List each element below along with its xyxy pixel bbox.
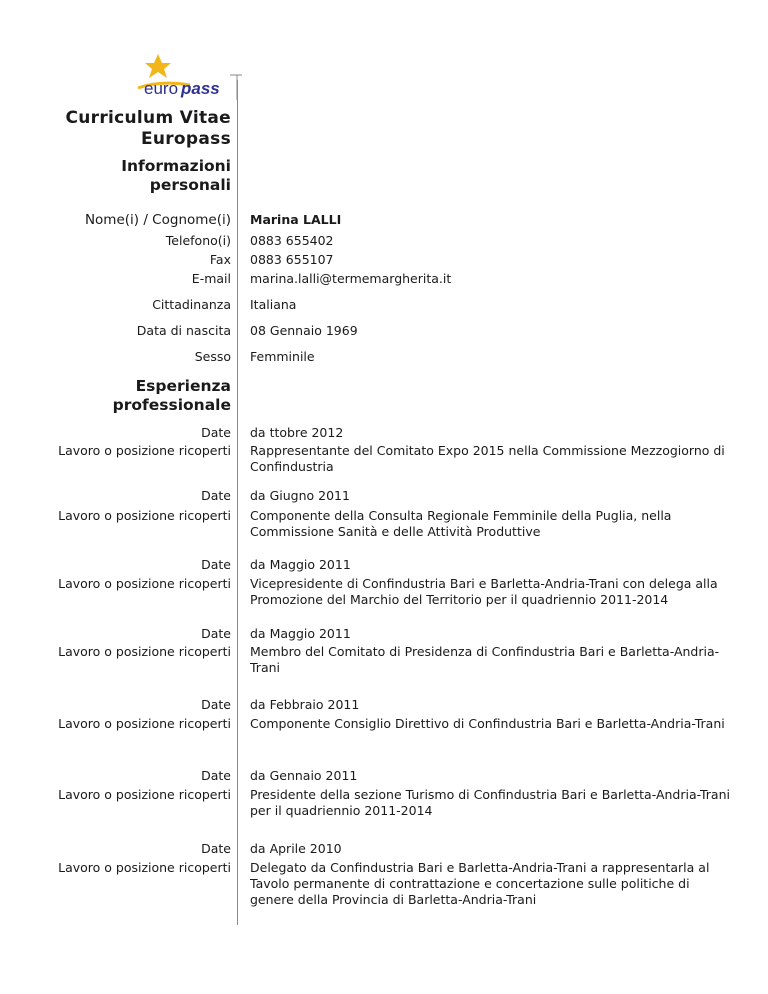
cv-title-line1: Curriculum Vitae — [65, 108, 231, 128]
citizenship-value: Italiana — [250, 297, 297, 312]
experience-position-label: Lavoro o posizione ricoperti — [58, 716, 231, 731]
experience-position-label: Lavoro o posizione ricoperti — [58, 860, 231, 875]
email-label: E-mail — [191, 271, 231, 286]
column-divider — [237, 80, 238, 925]
name-label: Nome(i) / Cognome(i) — [84, 212, 231, 228]
personal-heading-line1: Informazioni — [121, 157, 231, 175]
phone-label: Telefono(i) — [165, 233, 231, 248]
logo-text-pass: pass — [181, 79, 220, 98]
sex-value: Femminile — [250, 349, 315, 364]
fax-value: 0883 655107 — [250, 252, 334, 267]
logo-text-euro: euro — [144, 79, 179, 98]
experience-date-label: Date — [201, 697, 231, 712]
star-figure-icon — [145, 54, 171, 78]
experience-date: da Maggio 2011 — [250, 557, 351, 572]
experience-date-label: Date — [201, 768, 231, 783]
citizenship-label: Cittadinanza — [152, 297, 231, 312]
experience-position: Componente della Consulta Regionale Femminile della Puglia, nella Commissione Sanità e delle Attività Produttive — [250, 508, 672, 539]
email-value: marina.lalli@termemargherita.it — [250, 271, 452, 286]
experience-heading-line1: Esperienza — [135, 377, 231, 395]
personal-heading-line2: personali — [149, 176, 231, 194]
experience-position-label: Lavoro o posizione ricoperti — [58, 508, 231, 523]
experience-date: da Aprile 2010 — [250, 841, 342, 856]
experience-heading-line2: professionale — [112, 396, 231, 414]
cv-title-line2: Europass — [140, 129, 231, 149]
experience-position: Componente Consiglio Direttivo di Confindustria Bari e Barletta-Andria-Trani — [250, 716, 725, 731]
experience-position: Membro del Comitato di Presidenza di Confindustria Bari e Barletta-Andria-Trani — [250, 644, 720, 675]
experience-date-label: Date — [201, 488, 231, 503]
experience-date: da Febbraio 2011 — [250, 697, 360, 712]
experience-position: Presidente della sezione Turismo di Confindustria Bari e Barletta-Andria-Trani per il quadriennio 2011-2014 — [250, 787, 730, 818]
experience-position-label: Lavoro o posizione ricoperti — [58, 576, 231, 591]
experience-position: Vicepresidente di Confindustria Bari e Barletta-Andria-Trani con delega alla Promozione del Marchio del Territorio per il quadriennio 2011-2014 — [250, 576, 718, 607]
experience-date: da Maggio 2011 — [250, 626, 351, 641]
experience-date: da ttobre 2012 — [250, 425, 344, 440]
experience-position-label: Lavoro o posizione ricoperti — [58, 787, 231, 802]
experience-date-label: Date — [201, 557, 231, 572]
experience-date-label: Date — [201, 425, 231, 440]
name-value: Marina LALLI — [250, 212, 342, 227]
experience-date: da Gennaio 2011 — [250, 768, 358, 783]
fax-label: Fax — [209, 252, 231, 267]
birthdate-value: 08 Gennaio 1969 — [250, 323, 358, 338]
sex-label: Sesso — [194, 349, 231, 364]
experience-position-label: Lavoro o posizione ricoperti — [58, 644, 231, 659]
phone-value: 0883 655402 — [250, 233, 334, 248]
experience-date-label: Date — [201, 626, 231, 641]
europass-logo — [130, 50, 242, 100]
experience-date-label: Date — [201, 841, 231, 856]
experience-position: Rappresentante del Comitato Expo 2015 nella Commissione Mezzogiorno di Confindustria — [250, 443, 725, 474]
experience-date: da Giugno 2011 — [250, 488, 350, 503]
birthdate-label: Data di nascita — [136, 323, 231, 338]
experience-position: Delegato da Confindustria Bari e Barletta-Andria-Trani a rappresentarla al Tavolo permanente di contrattazione e concertazione sulle politiche di genere della Provincia di Barletta-Andria-Trani — [250, 860, 710, 907]
experience-position-label: Lavoro o posizione ricoperti — [58, 443, 231, 458]
